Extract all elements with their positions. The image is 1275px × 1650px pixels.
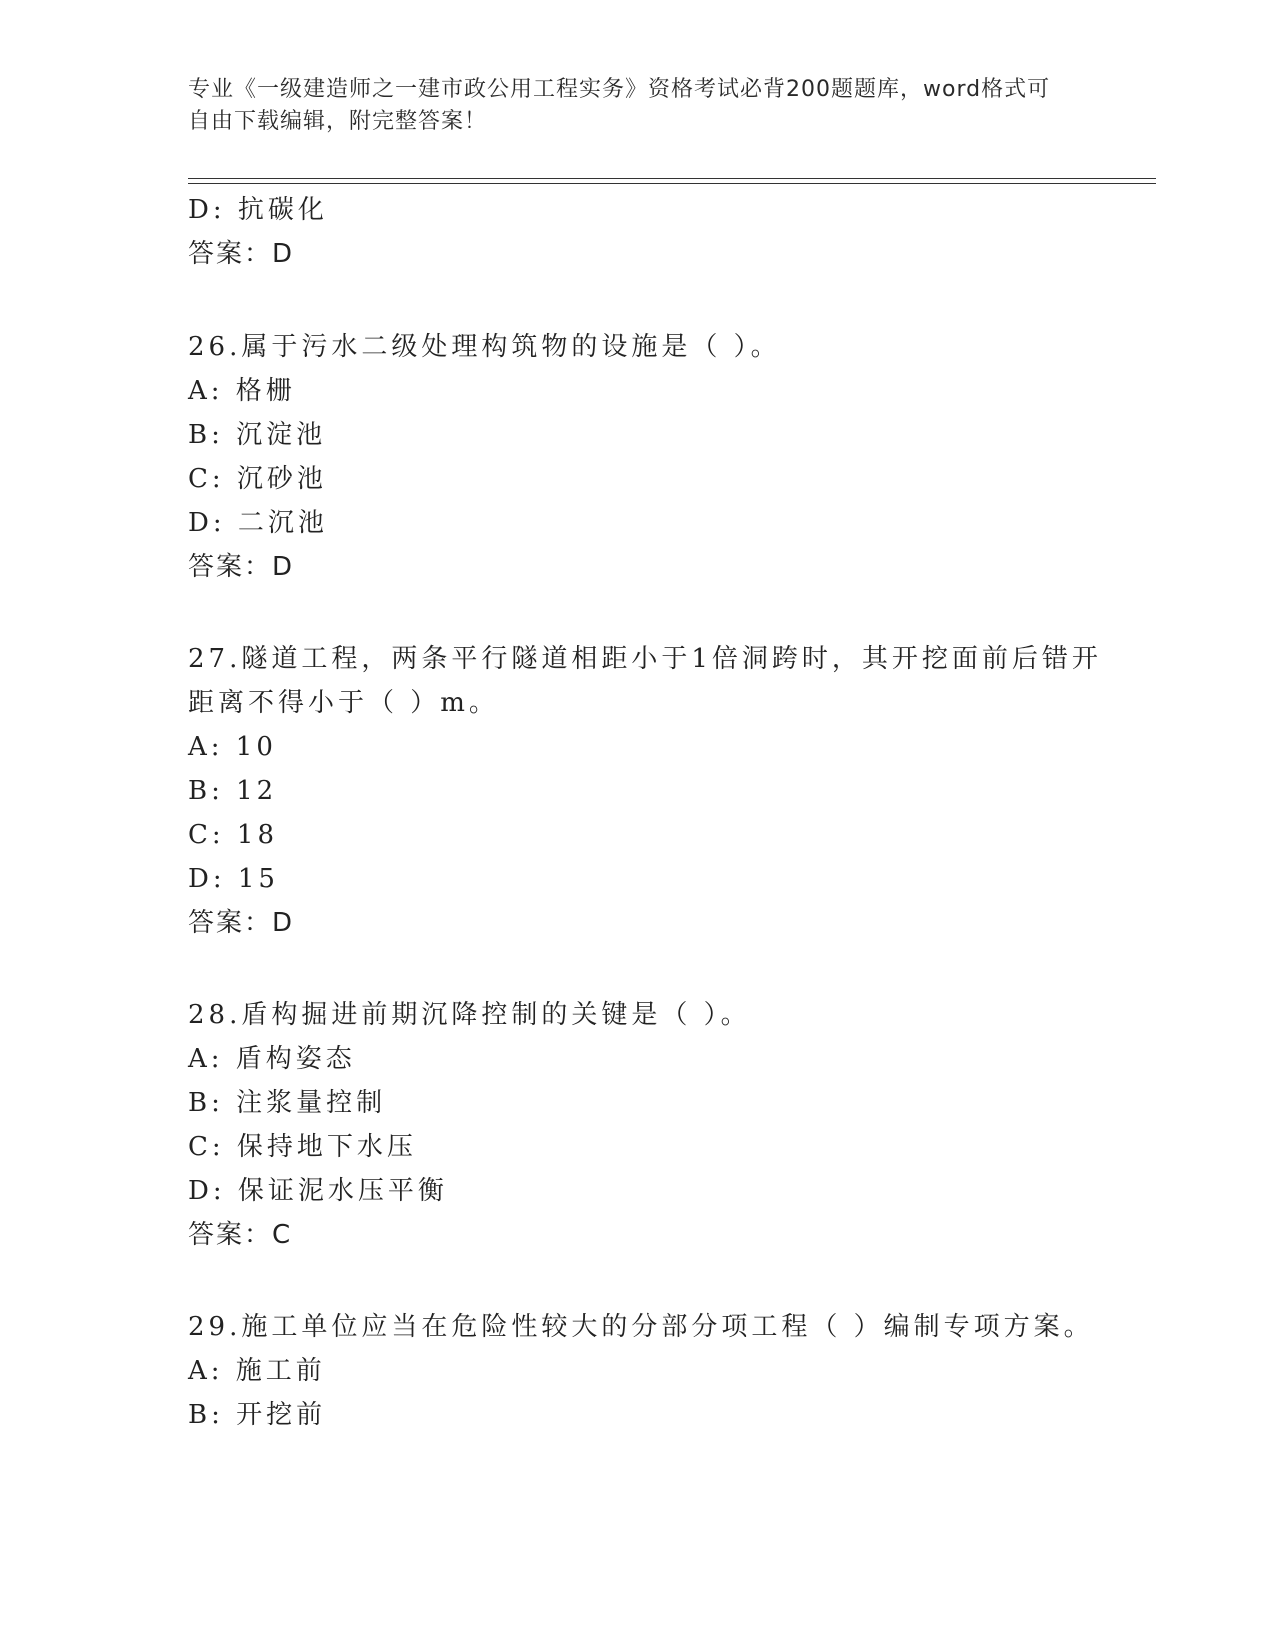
header-rule-bottom	[188, 183, 1156, 184]
option-line: C: 沉砂池	[188, 464, 327, 494]
option-line: B: 注浆量控制	[188, 1088, 387, 1118]
question-line: 28.盾构掘进前期沉降控制的关键是（ ）。	[188, 1000, 751, 1030]
option-line: A: 盾构姿态	[188, 1044, 356, 1074]
option-line: C: 保持地下水压	[188, 1132, 417, 1162]
option-line: A: 施工前	[188, 1356, 326, 1386]
answer-line: 答案：D	[188, 552, 295, 582]
option-line: A: 格栅	[188, 376, 296, 406]
option-line: D: 抗碳化	[188, 195, 328, 225]
option-line: B: 12	[188, 776, 278, 806]
question-line: 29.施工单位应当在危险性较大的分部分项工程（ ）编制专项方案。	[188, 1312, 1094, 1342]
option-line: A: 10	[188, 732, 277, 762]
option-line: D: 保证泥水压平衡	[188, 1176, 448, 1206]
answer-line: 答案：C	[188, 1220, 293, 1250]
document-header: 专业《一级建造师之一建市政公用工程实务》资格考试必背200题题库，word格式可自由下载编辑，附完整答案！	[188, 77, 1051, 134]
option-line: D: 15	[188, 864, 279, 894]
answer-line: 答案：D	[188, 239, 295, 269]
header-rule-top	[188, 178, 1156, 179]
question-line: 27.隧道工程，两条平行隧道相距小于1倍洞跨时，其开挖面前后错开	[188, 644, 1102, 674]
option-line: D: 二沉池	[188, 508, 328, 538]
question-line: 26.属于污水二级处理构筑物的设施是（ ）。	[188, 332, 781, 362]
option-line: C: 18	[188, 820, 279, 850]
option-line: B: 沉淀池	[188, 420, 327, 450]
option-line: B: 开挖前	[188, 1400, 327, 1430]
question-line: 距离不得小于（ ）m。	[188, 688, 499, 718]
answer-line: 答案：D	[188, 908, 295, 938]
